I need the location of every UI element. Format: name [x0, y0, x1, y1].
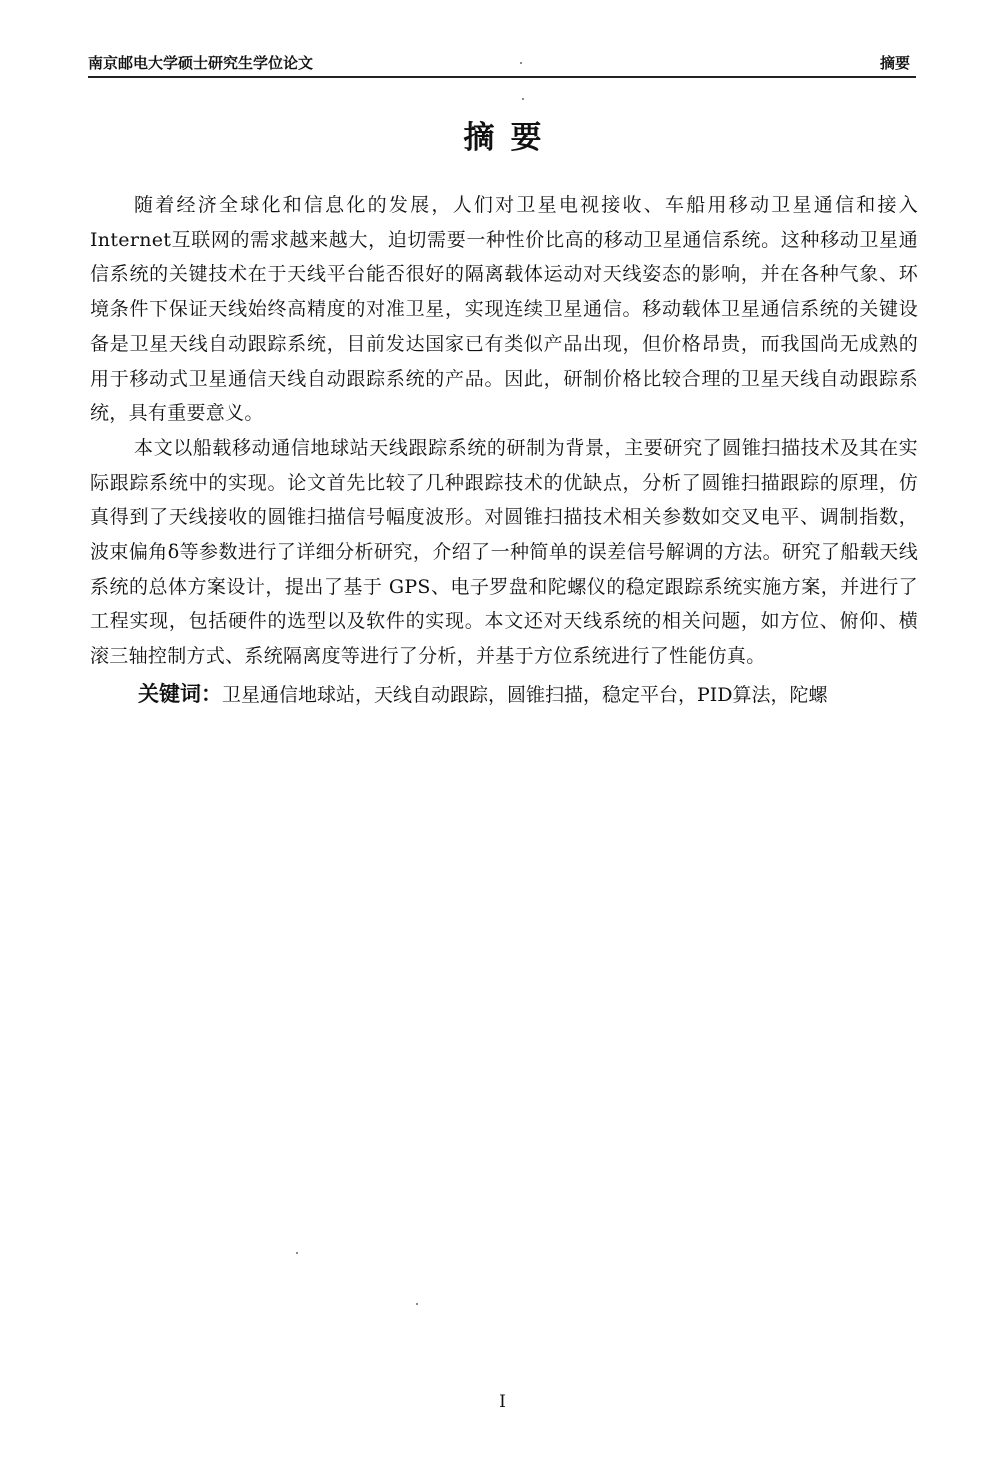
- keywords-text: 卫星通信地球站，天线自动跟踪，圆锥扫描，稳定平台，PID算法，陀螺: [222, 683, 828, 706]
- header-section-name: 摘要: [879, 54, 910, 72]
- page-title: 摘要: [463, 120, 558, 156]
- running-header: [88, 50, 916, 78]
- header-thesis-title: 南京邮电大学硕士研究生学位论文: [88, 54, 314, 72]
- keywords-label: 关键词：: [138, 681, 222, 706]
- scan-speck: [522, 98, 524, 100]
- abstract-body: [90, 188, 918, 734]
- scan-speck: [416, 1303, 418, 1305]
- page-number: I: [499, 1392, 506, 1412]
- abstract-paragraph-2: 本文以船载移动通信地球站天线跟踪系统的研制为背景，主要研究了圆锥扫描技术及其在实际跟踪系统中的实现。论文首先比较了几种跟踪技术的优缺点，分析了圆锥扫描跟踪的原理，仿真得到了天线接收的圆锥扫描信号幅度波形。对圆锥扫描技术相关参数如交叉电平、调制指数，波束偏角δ等参数进行了详细分析研究，介绍了一种简单的误差信号解调的方法。研究了船载天线系统的总体方案设计，提出了基于 GPS、电子罗盘和陀螺仪的稳定跟踪系统实施方案，并进行了工程实现，包括硬件的选型以及软件的实现。本文还对天线系统的相关问题，如方位、俯仰、横滚三轴控制方式、系统隔离度等进行了分析，并基于方位系统进行了性能仿真。: [90, 436, 918, 668]
- scan-speck: [296, 1252, 298, 1254]
- scan-speck: [520, 62, 522, 64]
- abstract-paragraph-1: 随着经济全球化和信息化的发展，人们对卫星电视接收、车船用移动卫星通信和接入Internet互联网的需求越来越大，迫切需要一种性价比高的移动卫星通信系统。这种移动卫星通信系统的关键技术在于天线平台能否很好的隔离载体运动对天线姿态的影响，并在各种气象、环境条件下保证天线始终高精度的对准卫星，实现连续卫星通信。移动载体卫星通信系统的关键设备是卫星天线自动跟踪系统，目前发达国家已有类似产品出现，但价格昂贵，而我国尚无成熟的用于移动式卫星通信天线自动跟踪系统的产品。因此，研制价格比较合理的卫星天线自动跟踪系统，具有重要意义。: [90, 194, 918, 425]
- keywords-line: [90, 674, 918, 715]
